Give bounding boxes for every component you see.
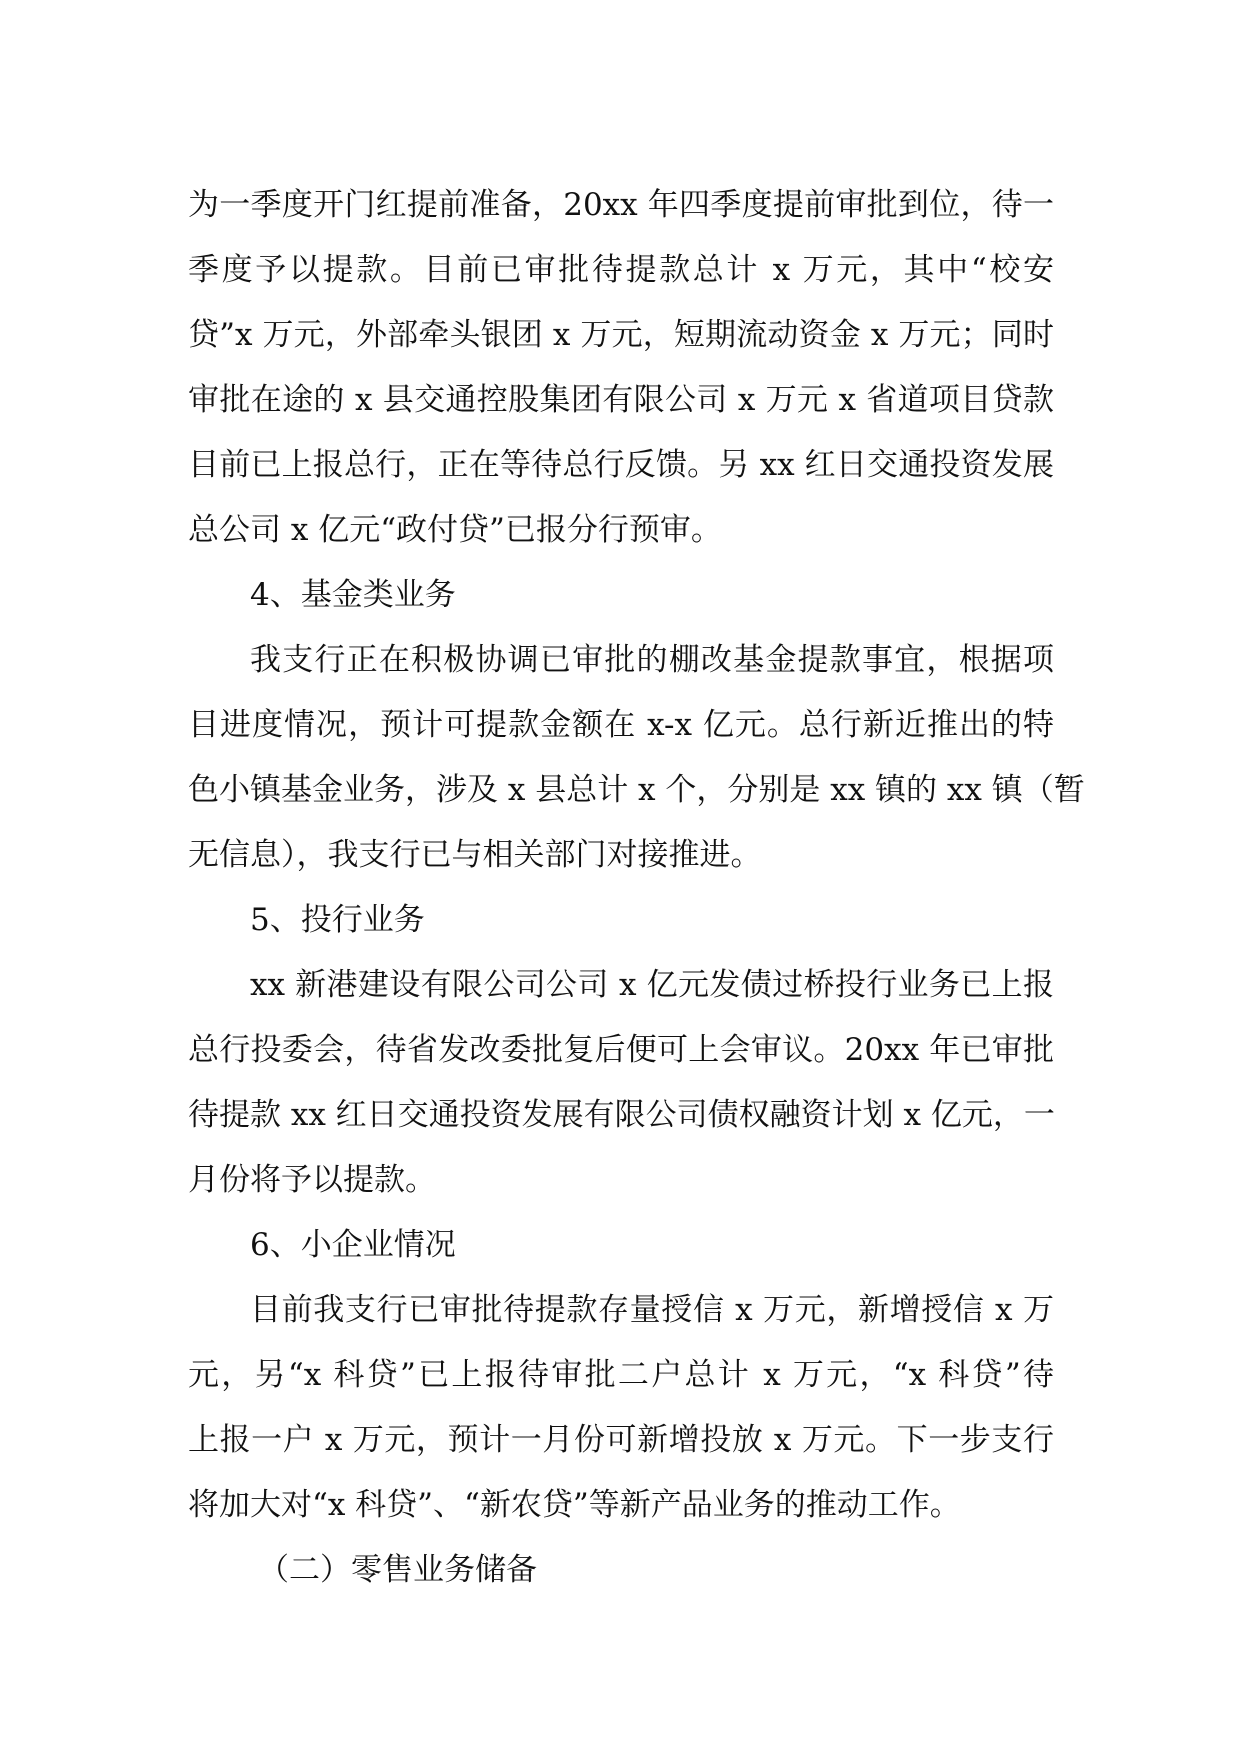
paragraph-small-business	[188, 1278, 1054, 1538]
text-line: 总公司 x 亿元“政付贷”已报分行预审。	[188, 512, 722, 548]
heading-retail-reserve: （二）零售业务储备	[258, 1552, 537, 1588]
heading-investment-banking: 5、投行业务	[250, 902, 425, 938]
text-line: 目前我支行已审批待提款存量授信 x 万元，新增授信 x 万	[250, 1292, 1054, 1328]
text-line: 待提款 xx 红日交通投资发展有限公司债权融资计划 x 亿元，一	[188, 1097, 1055, 1133]
text-line: 贷”x 万元，外部牵头银团 x 万元，短期流动资金 x 万元；同时	[188, 317, 1054, 353]
heading-fund-business: 4、基金类业务	[250, 577, 456, 613]
text-line: xx 新港建设有限公司公司 x 亿元发债过桥投行业务已上报	[250, 967, 1054, 1003]
text-line: 我支行正在积极协调已审批的棚改基金提款事宜，根据项	[250, 642, 1054, 678]
paragraph-fund-business	[188, 628, 1085, 888]
document-body	[188, 173, 1085, 1603]
text-line: 元，另“x 科贷”已上报待审批二户总计 x 万元，“x 科贷”待	[188, 1357, 1054, 1393]
text-line: 将加大对“x 科贷”、“新农贷”等新产品业务的推动工作。	[188, 1487, 961, 1523]
paragraph-loan-approval	[188, 173, 1054, 563]
heading-small-business: 6、小企业情况	[250, 1227, 456, 1263]
text-line: 上报一户 x 万元，预计一月份可新增投放 x 万元。下一步支行	[188, 1422, 1054, 1458]
text-line: 目进度情况，预计可提款金额在 x-x 亿元。总行新近推出的特	[188, 707, 1054, 743]
text-line: 为一季度开门红提前准备，20xx 年四季度提前审批到位，待一	[188, 187, 1054, 223]
text-line: 月份将予以提款。	[188, 1162, 436, 1198]
paragraph-investment-banking	[188, 953, 1054, 1213]
text-line: 总行投委会，待省发改委批复后便可上会审议。20xx 年已审批	[188, 1032, 1054, 1068]
text-line: 目前已上报总行，正在等待总行反馈。另 xx 红日交通投资发展	[188, 447, 1054, 483]
text-line: 无信息），我支行已与相关部门对接推进。	[188, 837, 762, 873]
text-line: 季度予以提款。目前已审批待提款总计 x 万元，其中“校安	[188, 252, 1054, 288]
text-line: 色小镇基金业务，涉及 x 县总计 x 个，分别是 xx 镇的 xx 镇（暂	[188, 772, 1085, 808]
text-line: 审批在途的 x 县交通控股集团有限公司 x 万元 x 省道项目贷款	[188, 382, 1054, 418]
